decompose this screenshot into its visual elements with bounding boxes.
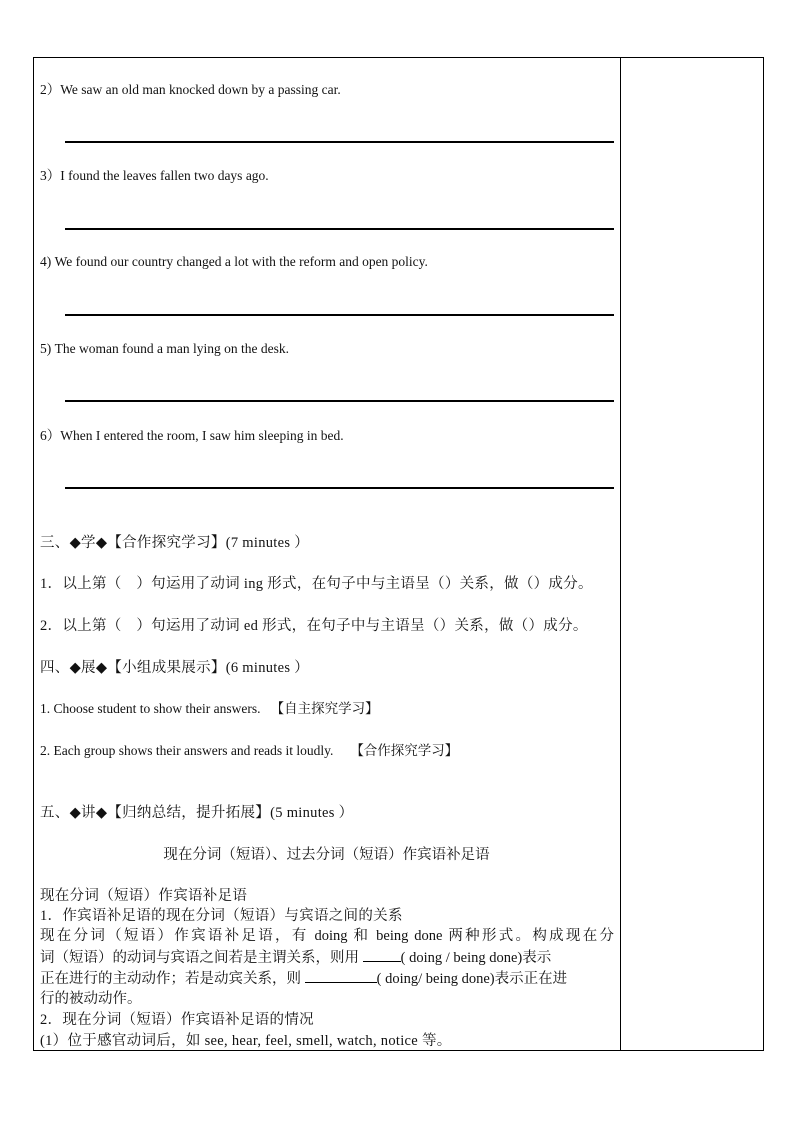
- section5-point-2-sub-1: (1）位于感官动词后，如 see, hear, feel, smell, watch, notice 等。: [40, 1033, 452, 1049]
- paragraph-line: 现在分词（短语）作宾语补足语，有 doing 和 being done 两种形式。构成现在分: [40, 928, 614, 944]
- sentence-number: 4): [40, 254, 52, 269]
- section4-item-2: [40, 742, 458, 760]
- item-text: 2. Each group shows their answers and reads it loudly.: [40, 743, 334, 758]
- sentence-6: [40, 427, 344, 445]
- paragraph-text: 词（短语）的动词与宾语之间若是主谓关系，则用: [40, 950, 359, 966]
- paragraph-line: [40, 968, 614, 990]
- sentence-2: [40, 81, 341, 99]
- fill-blank[interactable]: [305, 968, 377, 983]
- section4-item-1: [40, 700, 379, 718]
- sentence-4: [40, 253, 428, 271]
- answer-line[interactable]: [65, 487, 614, 489]
- paragraph-line: 行的被动动作。: [40, 991, 142, 1007]
- paragraph-line: [40, 947, 614, 969]
- item-text: 1. Choose student to show their answers.: [40, 701, 261, 716]
- section3-question-2: 2．以上第（ ）句运用了动词 ed 形式，在句子中与主语呈（）关系，做（）成分。: [40, 618, 588, 634]
- fill-blank[interactable]: [363, 947, 401, 962]
- sentence-text: The woman found a man lying on the desk.: [54, 341, 289, 356]
- section5-title: 现在分词（短语）、过去分词（短语）作宾语补足语: [163, 847, 490, 863]
- section3-heading: 三、◆学◆【合作探究学习】(7 minutes ）: [40, 535, 310, 551]
- sentence-text: I found the leaves fallen two days ago.: [60, 168, 269, 183]
- notes-column: [621, 58, 763, 1050]
- section4-heading: 四、◆展◆【小组成果展示】(6 minutes ）: [40, 660, 310, 676]
- answer-line[interactable]: [65, 400, 614, 402]
- section5-heading: 五、◆讲◆【归纳总结，提升拓展】(5 minutes ）: [40, 805, 354, 821]
- sentence-text: We found our country changed a lot with the reform and open policy.: [54, 254, 428, 269]
- answer-line[interactable]: [65, 228, 614, 230]
- section5-point-2: 2．现在分词（短语）作宾语补足语的情况: [40, 1012, 314, 1028]
- sentence-number: 3）: [40, 168, 61, 183]
- sentence-text: When I entered the room, I saw him sleeping in bed.: [60, 428, 344, 443]
- sentence-number: 6）: [40, 428, 61, 443]
- sentence-number: 2）: [40, 82, 61, 97]
- sentence-5: [40, 340, 289, 358]
- section5-subtitle: 现在分词（短语）作宾语补足语: [40, 888, 248, 904]
- item-tag: 【合作探究学习】: [350, 743, 459, 758]
- answer-line[interactable]: [65, 141, 614, 143]
- sentence-3: [40, 167, 269, 185]
- paragraph-text: 正在进行的主动动作；若是动宾关系，则: [40, 971, 301, 987]
- sentence-text: We saw an old man knocked down by a passing car.: [60, 82, 341, 97]
- item-tag: 【自主探究学习】: [270, 701, 379, 716]
- paragraph-text: ( doing/ being done)表示正在进: [376, 971, 568, 987]
- section3-question-1: 1．以上第（ ）句运用了动词 ing 形式，在句子中与主语呈（）关系，做（）成分。: [40, 576, 593, 592]
- paragraph-text: ( doing / being done)表示: [400, 950, 552, 966]
- answer-line[interactable]: [65, 314, 614, 316]
- section5-point-1: 1．作宾语补足语的现在分词（短语）与宾语之间的关系: [40, 908, 403, 924]
- sentence-number: 5): [40, 341, 52, 356]
